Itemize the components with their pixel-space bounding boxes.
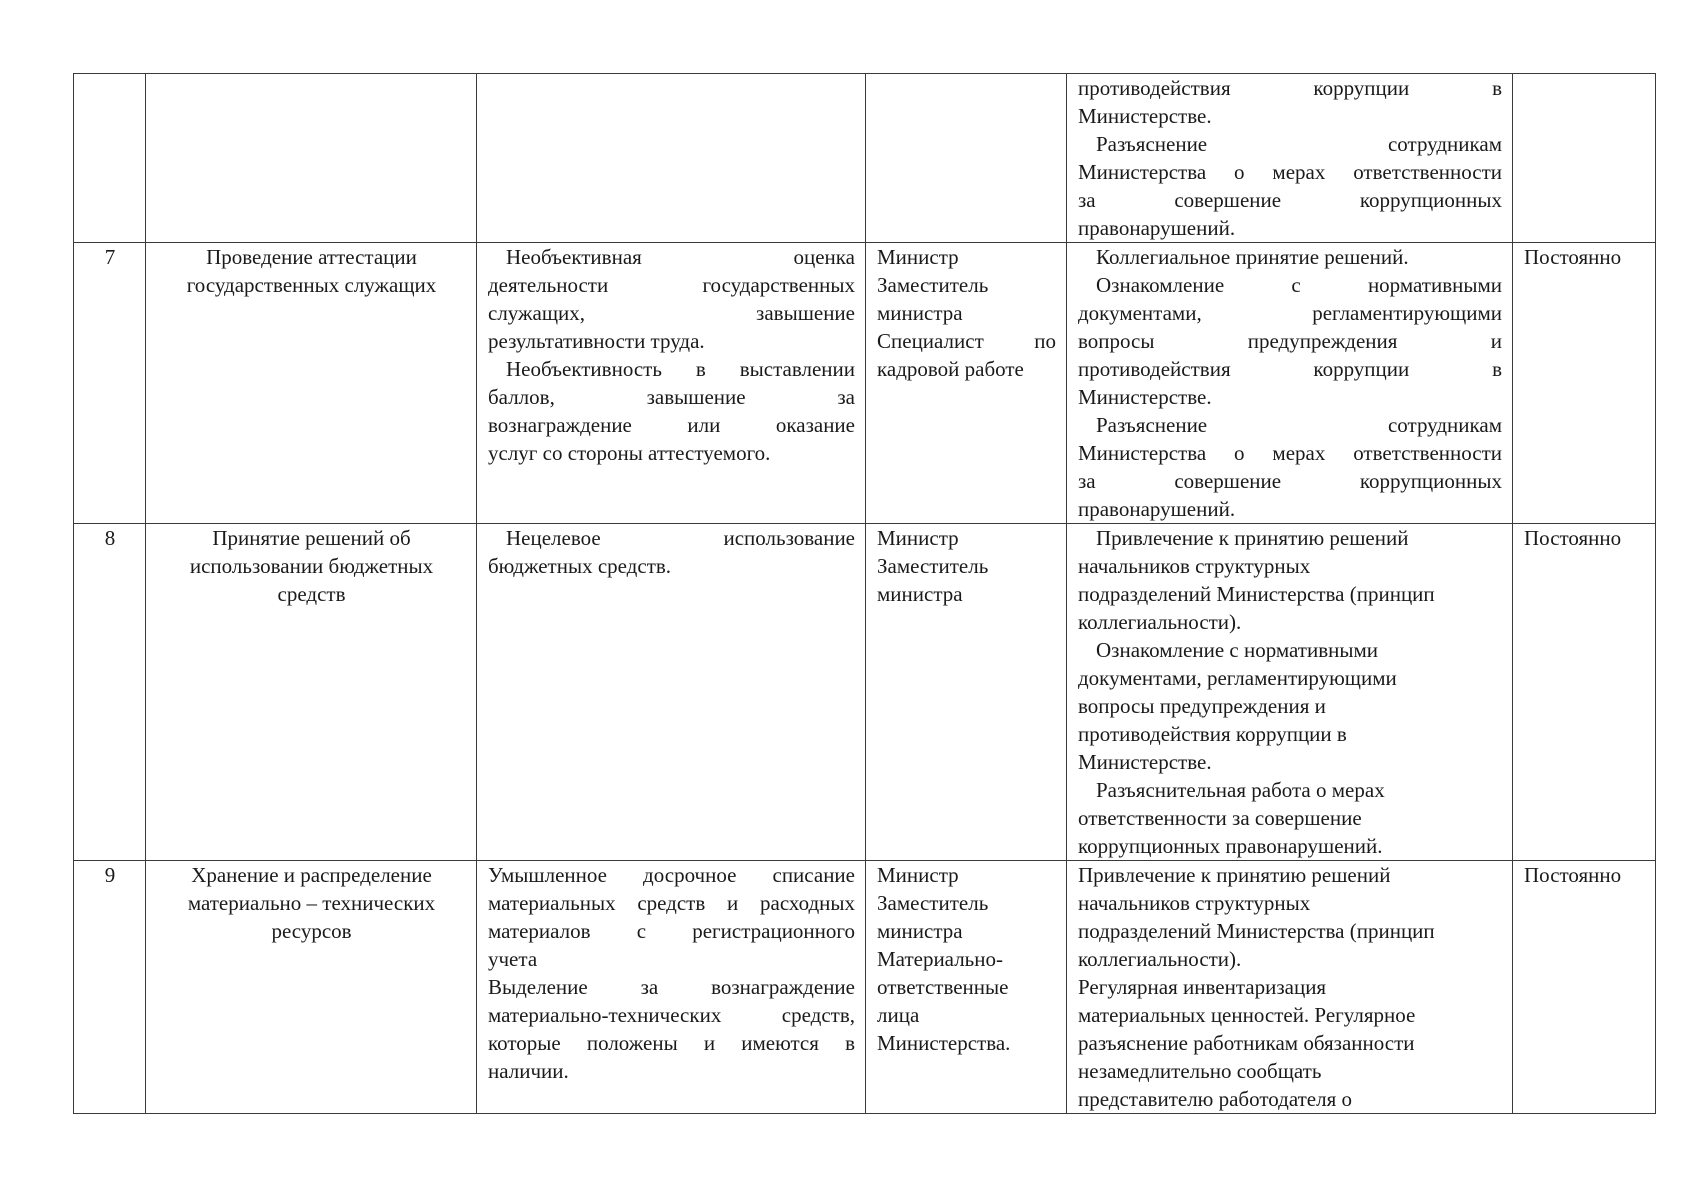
measure-line: Ознакомление с нормативными [1096,638,1379,662]
process-line: ресурсов [271,919,352,943]
measure-line: разъяснение работникам обязанности [1078,1031,1415,1055]
risk-line: Нецелевое использование [506,526,855,550]
risk-line: баллов, завышение за [488,385,855,409]
measures-cell [1067,861,1513,1114]
measure-line: противодействия коррупции в [1078,357,1502,381]
measure-line: за совершение коррупционных [1078,188,1502,212]
process-line: использовании бюджетных [189,554,434,578]
row-number: 8 [104,526,116,550]
measure-line: Министерстве. [1078,104,1212,128]
table-row [74,74,1656,243]
risk-cell [477,243,866,524]
position-line: Заместитель [877,273,989,297]
process-cell [146,524,477,861]
measure-line: документами, регламентирующими [1078,301,1502,325]
risk-line: вознаграждение или оказание [488,413,855,437]
table-row [74,524,1656,861]
process-line: Принятие решений об [212,526,411,550]
risk-cell [477,861,866,1114]
position-line: ответственные [877,975,1009,999]
period-cell [1513,524,1656,861]
period-text: Постоянно [1524,863,1622,887]
measure-line: Министерстве. [1078,750,1212,774]
risk-line: Необъективность в выставлении [506,357,855,381]
risk-line: Необъективная оценка [506,245,855,269]
row-number-cell [74,524,146,861]
measure-line: Разъяснение сотрудникам [1096,132,1502,156]
process-line: материально – технических [187,891,436,915]
risk-line: Умышленное досрочное списание [488,863,855,887]
measure-line: подразделений Министерства (принцип [1078,919,1435,943]
measure-line: Разъяснительная работа о мерах [1096,778,1385,802]
measure-line: Коллегиальное принятие решений. [1096,245,1409,269]
measure-line: вопросы предупреждения и [1078,329,1502,353]
risk-line: материальных средств и расходных [488,891,855,915]
measure-line: противодействия коррупции в [1078,76,1502,100]
position-line: Министр [877,863,959,887]
risk-line: материально-технических средств, [488,1003,855,1027]
positions-cell [866,524,1067,861]
risk-line: служащих, завышение [488,301,855,325]
risk-line: Выделение за вознаграждение [488,975,855,999]
measure-line: коллегиальности). [1078,610,1242,634]
measure-line: представителю работодателя о [1078,1087,1352,1111]
position-line: министра [877,919,963,943]
process-cell [146,243,477,524]
measure-line: коррупционных правонарушений. [1078,834,1383,858]
positions-cell [866,74,1067,243]
risk-cell [477,74,866,243]
positions-cell [866,861,1067,1114]
measure-line: правонарушений. [1078,216,1236,240]
risk-line: которые положены и имеются в [488,1031,855,1055]
risk-table-body [74,74,1656,1114]
position-line: министра [877,301,963,325]
position-line: лица [877,1003,920,1027]
risk-line: наличии. [488,1059,569,1083]
row-number-cell [74,74,146,243]
position-line: Заместитель [877,554,989,578]
table-row [74,243,1656,524]
position-line: министра [877,582,963,606]
measures-cell [1067,74,1513,243]
position-line: Специалист по [877,329,1056,353]
measure-line: Привлечение к принятию решений [1096,526,1409,550]
measure-line: Разъяснение сотрудникам [1096,413,1502,437]
period-text: Постоянно [1524,526,1622,550]
measure-line: материальных ценностей. Регулярное [1078,1003,1416,1027]
measure-line: Привлечение к принятию решений [1078,863,1391,887]
process-cell [146,861,477,1114]
measure-line: документами, регламентирующими [1078,666,1397,690]
measure-line: Министерстве. [1078,385,1212,409]
measure-line: начальников структурных [1078,891,1311,915]
risk-line: результативности труда. [488,329,705,353]
measure-line: ответственности за совершение [1078,806,1362,830]
risk-line: учета [488,947,538,971]
measure-line: противодействия коррупции в [1078,722,1347,746]
measure-line: вопросы предупреждения и [1078,694,1326,718]
period-cell [1513,74,1656,243]
positions-cell [866,243,1067,524]
risk-line: бюджетных средств. [488,554,672,578]
measure-line: коллегиальности). [1078,947,1242,971]
process-line: средств [277,582,346,606]
row-number-cell [74,243,146,524]
process-line: государственных служащих [186,273,437,297]
measure-line: Ознакомление с нормативными [1096,273,1502,297]
measure-line: Министерства о мерах ответственности [1078,160,1502,184]
period-text: Постоянно [1524,245,1622,269]
position-line: Заместитель [877,891,989,915]
position-line: Министр [877,245,959,269]
process-cell [146,74,477,243]
period-cell [1513,861,1656,1114]
measures-cell [1067,524,1513,861]
measure-line: Регулярная инвентаризация [1078,975,1327,999]
process-line: Проведение аттестации [206,245,417,269]
position-line: Материально- [877,947,1003,971]
table-row [74,861,1656,1114]
row-number-cell [74,861,146,1114]
row-number: 9 [104,863,116,887]
risk-table [73,73,1656,1114]
period-cell [1513,243,1656,524]
measure-line: Министерства о мерах ответственности [1078,441,1502,465]
process-line: Хранение и распределение [191,863,432,887]
measures-cell [1067,243,1513,524]
risk-line: материалов с регистрационного [488,919,855,943]
position-line: кадровой работе [877,357,1024,381]
risk-cell [477,524,866,861]
measure-line: правонарушений. [1078,497,1236,521]
measure-line: начальников структурных [1078,554,1311,578]
measure-line: подразделений Министерства (принцип [1078,582,1435,606]
row-number: 7 [104,245,116,269]
measure-line: за совершение коррупционных [1078,469,1502,493]
position-line: Министерства. [877,1031,1011,1055]
risk-line: деятельности государственных [488,273,855,297]
risk-line: услуг со стороны аттестуемого. [488,441,771,465]
position-line: Министр [877,526,959,550]
measure-line: незамедлительно сообщать [1078,1059,1322,1083]
